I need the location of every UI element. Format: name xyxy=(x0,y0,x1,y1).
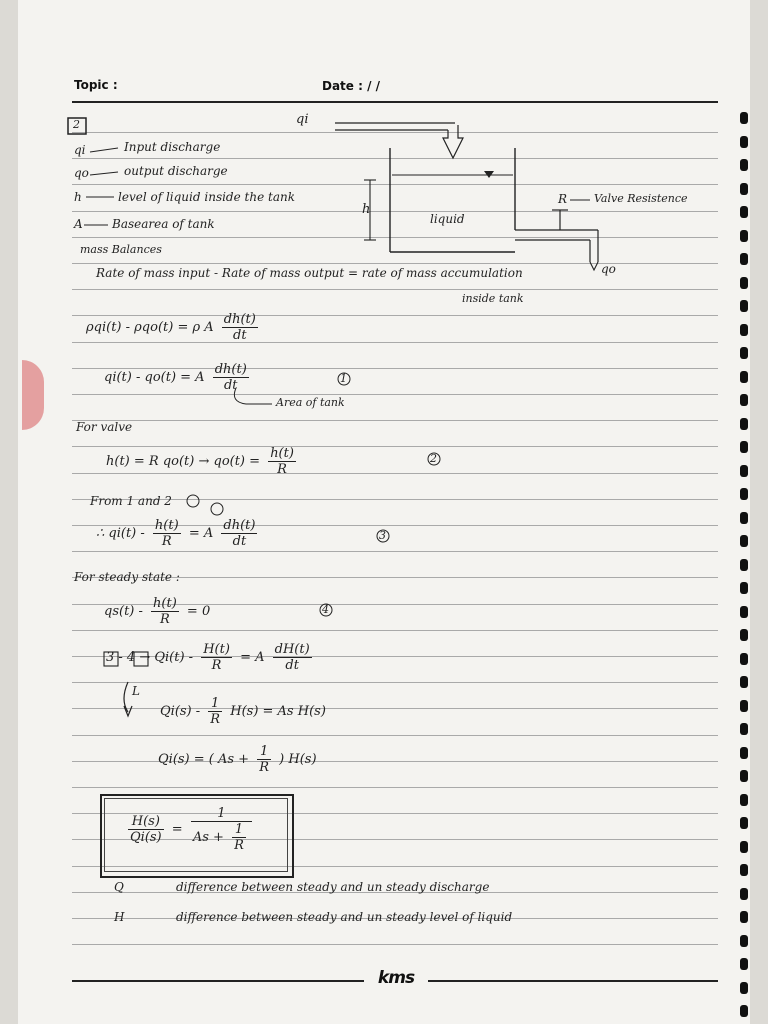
note-text: difference between steady and un steady discharge xyxy=(176,880,490,894)
date-label: Date : / / xyxy=(322,79,381,93)
height-label: h xyxy=(362,202,371,217)
equation-4: qs(t) - $\frac{h(t)}{R}$ = 0 xyxy=(104,596,211,627)
valve-heading: For valve xyxy=(76,420,133,434)
def-symbol: qo xyxy=(74,166,89,180)
equation-7: Qi(s) = ( As + $\frac{1}{R}$ ) H(s) xyxy=(158,744,317,775)
mass-balance-equation-cont: inside tank xyxy=(462,292,524,305)
note-symbol: H xyxy=(114,910,125,924)
brand-logo: kms xyxy=(377,968,415,988)
topic-label: Topic : xyxy=(74,78,118,92)
def-symbol: A xyxy=(74,217,83,231)
inflow-label: qi xyxy=(296,112,309,127)
valve-label: R xyxy=(558,192,568,206)
liquid-label: liquid xyxy=(430,212,465,226)
area-note: Area of tank xyxy=(276,396,345,409)
equation-tag: 3 xyxy=(379,529,386,542)
combine-heading: From 1 and 2 xyxy=(90,494,172,508)
def-text: Input discharge xyxy=(124,140,221,154)
def-text: Basearea of tank xyxy=(112,217,215,231)
steady-state-heading: For steady state : xyxy=(74,570,180,584)
def-symbol: h xyxy=(74,190,82,204)
equation-3: ∴ qi(t) - $\frac{h(t)}{R}$ = A $\frac{dh(t)}{dt}$ xyxy=(96,518,256,549)
equation-2: h(t) = R qo(t) → qo(t) = $\frac{h(t)}{R}$ xyxy=(106,446,294,477)
note-text: difference between steady and un steady level of liquid xyxy=(176,910,513,924)
problem-number: 2 xyxy=(73,118,80,131)
laplace-label: L xyxy=(132,684,140,698)
equation-tag: 2 xyxy=(430,452,437,465)
def-text: level of liquid inside the tank xyxy=(118,190,295,204)
valve-text: Valve Resistence xyxy=(594,192,688,205)
equation-6: Qi(s) - $\frac{1}{R}$ H(s) = As H(s) xyxy=(160,696,326,727)
mass-balance-equation: Rate of mass input - Rate of mass output = rate of mass accumulation xyxy=(96,266,523,280)
transfer-function: $\frac{H(s)}{Qi(s)}$ = 1 As + $\frac{1}{R}$ xyxy=(124,806,256,853)
equation-tag: 1 xyxy=(340,372,347,385)
equation-5: 3 - 4 → Qi(t) - $\frac{H(t)}{R}$ = A $\frac{dH(t)}{dt}$ xyxy=(106,642,310,673)
equation-density: ρqi(t) - ρqo(t) = ρ A $\frac{dh(t)}{dt}$ xyxy=(86,312,256,343)
equation-1: qi(t) - qo(t) = A $\frac{dh(t)}{dt}$ xyxy=(104,362,247,393)
def-symbol: qi xyxy=(74,143,86,157)
note-symbol: Q xyxy=(114,880,124,894)
equation-tag: 4 xyxy=(322,603,329,616)
mass-balance-label: mass Balances xyxy=(80,243,162,256)
outflow-label: qo xyxy=(601,262,616,276)
def-text: output discharge xyxy=(124,164,228,178)
